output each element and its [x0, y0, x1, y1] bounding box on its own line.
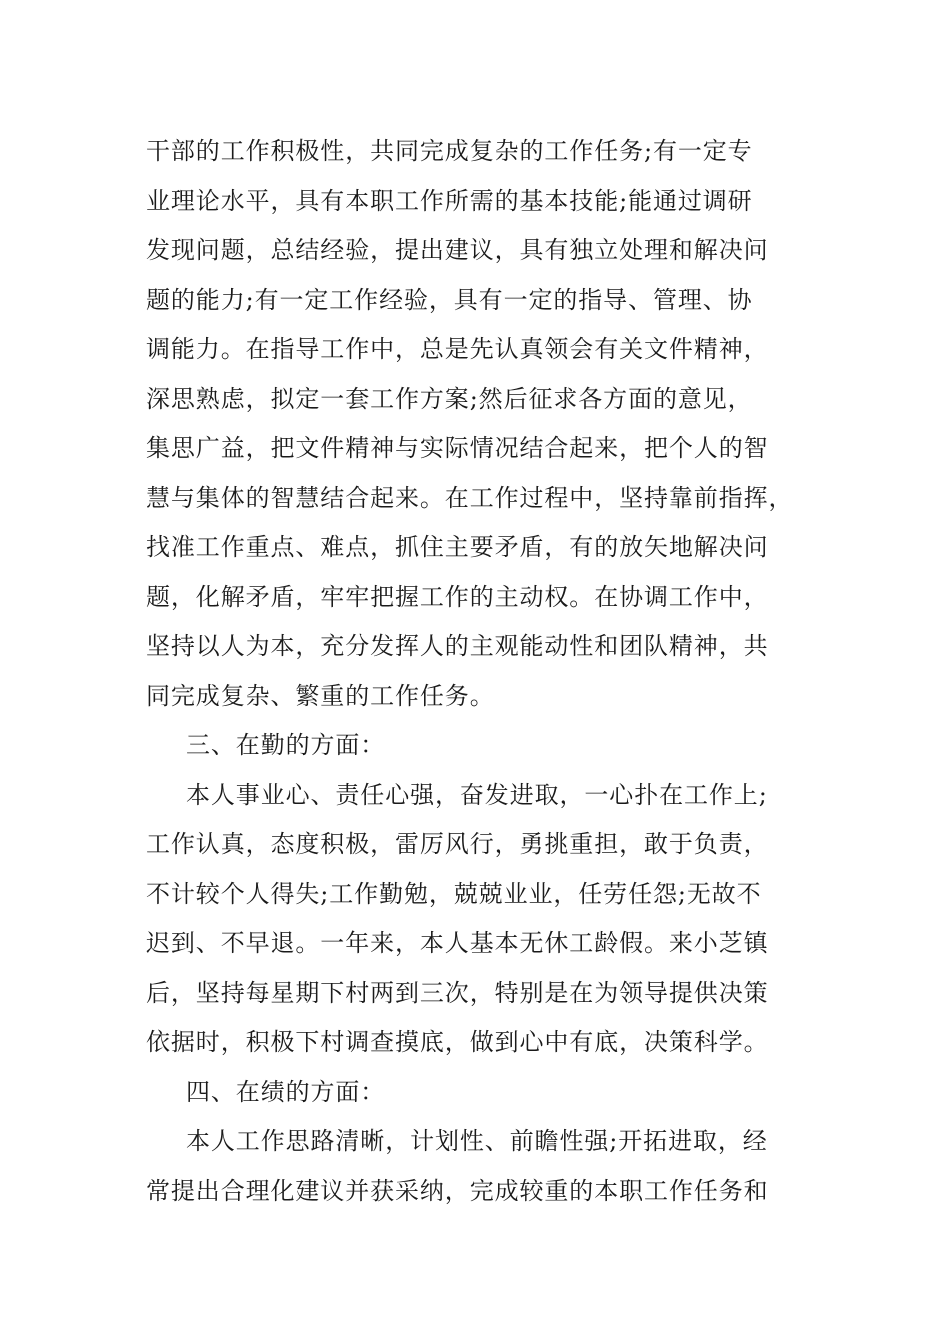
text-line: 题的能力;有一定工作经验，具有一定的指导、管理、协	[146, 286, 753, 314]
text-line: 后，坚持每星期下村两到三次，特别是在为领导提供决策	[146, 979, 769, 1007]
text-line: 依据时，积极下村调查摸底，做到心中有底，决策科学。	[146, 1028, 769, 1056]
text-line: 坚持以人为本，充分发挥人的主观能动性和团队精神，共	[146, 632, 769, 660]
text-line: 发现问题，总结经验，提出建议，具有独立处理和解决问	[146, 236, 769, 264]
text-line: 集思广益，把文件精神与实际情况结合起来，把个人的智	[146, 434, 769, 462]
text-line: 同完成复杂、繁重的工作任务。	[146, 682, 495, 710]
text-line: 业理论水平，具有本职工作所需的基本技能;能通过调研	[146, 187, 753, 215]
text-line: 找准工作重点、难点，抓住主要矛盾，有的放矢地解决问	[146, 533, 769, 561]
paragraph-first-line: 本人事业心、责任心强，奋发进取，一心扑在工作上;	[186, 781, 768, 809]
text-line: 干部的工作积极性，共同完成复杂的工作任务;有一定专	[146, 137, 753, 165]
text-line: 工作认真，态度积极，雷厉风行，勇挑重担，敢于负责，	[146, 830, 769, 858]
section-heading: 三、在勤的方面：	[186, 731, 386, 759]
paragraph-first-line: 本人工作思路清晰，计划性、前瞻性强;开拓进取，经	[186, 1127, 768, 1155]
text-line: 题，化解矛盾，牢牢把握工作的主动权。在协调工作中，	[146, 583, 769, 611]
text-line: 迟到、不早退。一年来，本人基本无休工龄假。来小芝镇	[146, 929, 769, 957]
text-line: 深思熟虑，拟定一套工作方案;然后征求各方面的意见，	[146, 385, 753, 413]
text-line: 调能力。在指导工作中，总是先认真领会有关文件精神，	[146, 335, 769, 363]
text-line: 慧与集体的智慧结合起来。在工作过程中，坚持靠前指挥，	[146, 484, 794, 512]
section-heading: 四、在绩的方面：	[186, 1078, 386, 1106]
text-line: 不计较个人得失;工作勤勉，兢兢业业，任劳任怨;无故不	[146, 880, 762, 908]
text-line: 常提出合理化建议并获采纳，完成较重的本职工作任务和	[146, 1177, 769, 1205]
